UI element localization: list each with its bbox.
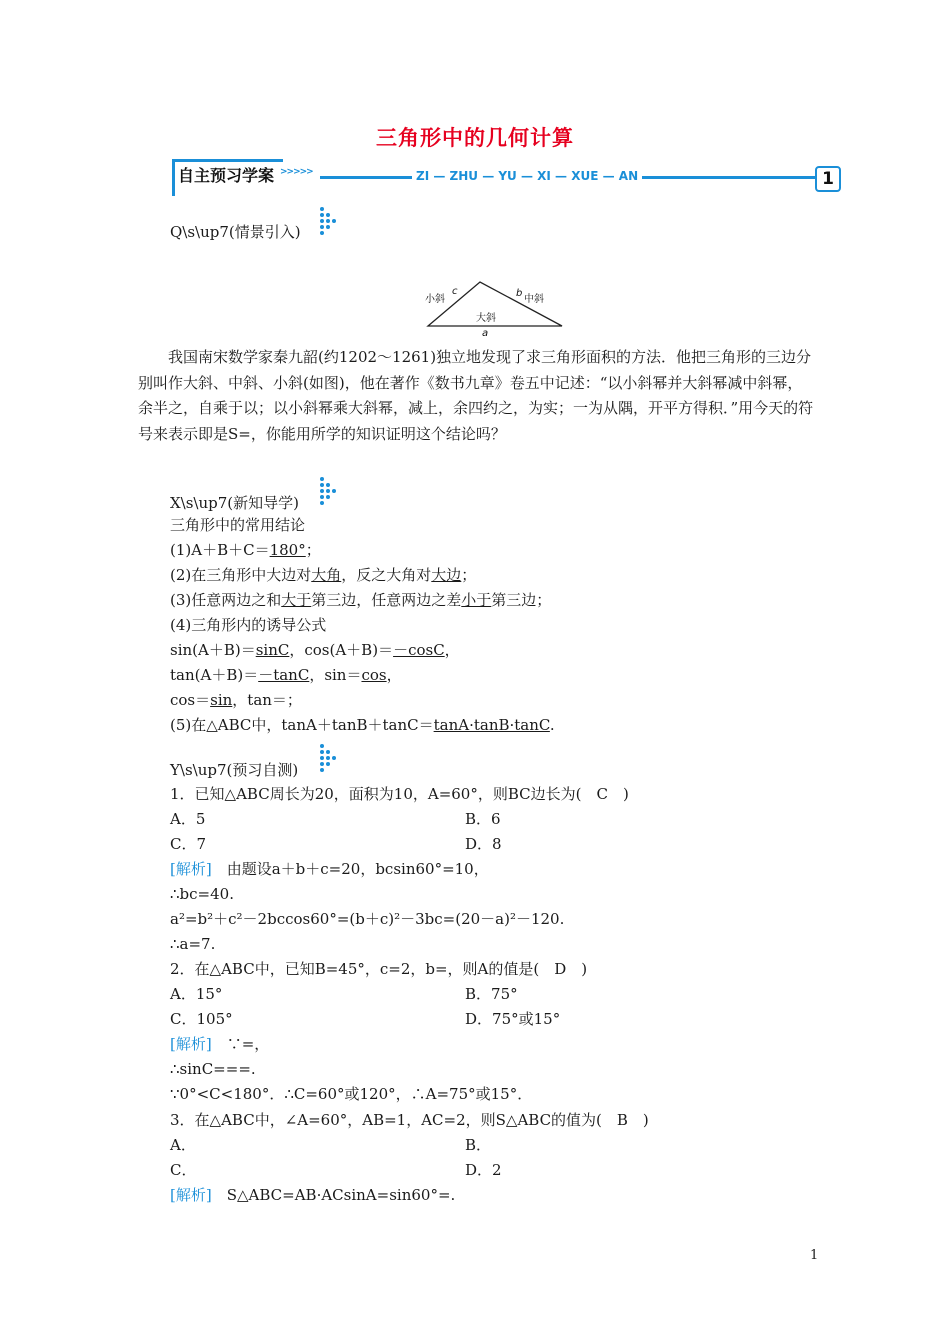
section-heading-q: Q\s\up7(情景引入) (170, 223, 301, 241)
page-number: 1 (810, 1248, 819, 1263)
options-row (170, 834, 502, 854)
triangle-diagram (420, 280, 570, 340)
conclusion-5 (170, 715, 555, 735)
formula-sin-cos (170, 640, 460, 660)
answer: 大角 (311, 566, 342, 584)
answer: －cosC (393, 641, 445, 659)
option-a: A．15° (170, 985, 223, 1003)
answer: tanA·tanB·tanC (433, 716, 550, 734)
analysis-tag: [解析] (170, 1186, 212, 1204)
double-chevron-icon (318, 476, 340, 510)
answer: 180° (269, 541, 306, 559)
answer: 大边 (431, 566, 462, 584)
text: (1)A＋B＋C＝ (170, 541, 270, 559)
answer: sinC (255, 641, 290, 659)
options-row (170, 809, 501, 829)
solution-line: ∴bc=40. (170, 885, 234, 903)
banner-label: 自主预习学案 (178, 166, 275, 185)
label-c: c (452, 286, 458, 297)
question-1: 1．已知△ABC周长为20，面积为10，A=60°，则BC边长为( C ) (170, 785, 629, 803)
text: tan(A＋B)＝ (170, 666, 259, 684)
double-chevron-icon (318, 206, 340, 240)
text: ； (305, 541, 321, 559)
text: 第三边； (491, 591, 552, 609)
option-c: C．7 (170, 835, 207, 853)
text: (2)在三角形中大边对 (170, 566, 312, 584)
text: S△ABC=AB·ACsinA=sin60°=. (211, 1186, 456, 1204)
solution-line (170, 1185, 455, 1205)
options-row (170, 1135, 492, 1155)
text: ，tan＝； (232, 691, 302, 709)
answer: 大于 (281, 591, 312, 609)
text: (3)任意两边之和 (170, 591, 282, 609)
option-d: D．75°或15° (465, 1010, 561, 1028)
text: 由题设a＋b＋c=20，bcsin60°=10， (211, 860, 489, 878)
label-a: a (482, 328, 489, 339)
solution-line (170, 859, 489, 879)
label-middle-slant: 中斜 (524, 294, 544, 305)
section-heading-x: X\s\up7(新知导学) (170, 494, 299, 512)
banner-pinyin: ZI — ZHU — YU — XI — XUE — AN (412, 169, 642, 183)
text: ，cos(A＋B)＝ (289, 641, 394, 659)
text: (5)在△ABC中，tanA＋tanB＋tanC＝ (170, 716, 434, 734)
text: . (549, 716, 555, 734)
subtitle-conclusions: 三角形中的常用结论 (170, 516, 306, 534)
option-d: D．2 (465, 1161, 502, 1179)
conclusion-1 (170, 540, 321, 560)
solution-line: ∴sinC===. (170, 1060, 256, 1078)
formula-cos-tan (170, 690, 302, 710)
text: cos＝ (170, 691, 211, 709)
conclusion-2 (170, 565, 476, 585)
intro-paragraph: 我国南宋数学家秦九韶(约1202～1261)独立地发现了求三角形面积的方法．他把三角形的三边分别叫作大斜、中斜、小斜(如图)，他在著作《数书九章》卷五中记述：“以小斜幂并大斜幂减中斜幂，余半之，自乘于以；以小斜幂乘大斜幂，减上，余四约之，为实；一为从隅，开平方得积．”用今天的符号来表示即是S=，你能用所学的知识证明这个结论吗？ (138, 348, 814, 443)
double-chevron-icon (318, 743, 340, 777)
option-b: B． (465, 1136, 492, 1154)
text: 第三边，任意两边之差 (311, 591, 462, 609)
section-heading-y: Y\s\up7(预习自测) (170, 761, 299, 779)
page-title: 三角形中的几何计算 (376, 126, 574, 150)
conclusion-3 (170, 590, 551, 610)
text: ∵=， (211, 1035, 270, 1053)
option-a: A．5 (170, 810, 206, 828)
label-small-slant: 小斜 (425, 294, 445, 305)
section-banner (172, 157, 842, 199)
question-2: 2．在△ABC中，已知B=45°，c=2，b=，则A的值是( D ) (170, 960, 588, 978)
analysis-tag: [解析] (170, 860, 212, 878)
option-c: C． (170, 1161, 197, 1179)
question-3: 3．在△ABC中，∠A=60°，AB=1，AC=2，则S△ABC的值为( B ) (170, 1111, 649, 1129)
options-row (170, 984, 518, 1004)
solution-line: ∴a=7. (170, 935, 216, 953)
label-b: b (516, 288, 523, 299)
label-large-slant: 大斜 (476, 313, 496, 324)
text: ， (444, 641, 460, 659)
options-row (170, 1009, 561, 1029)
text: ， (386, 666, 402, 684)
text: ，sin＝ (309, 666, 362, 684)
solution-line (170, 1034, 269, 1054)
option-c: C．105° (170, 1010, 233, 1028)
formula-tan-sin (170, 665, 402, 685)
option-d: D．8 (465, 835, 502, 853)
answer: －tanC (258, 666, 310, 684)
solution-line: a²=b²＋c²－2bccos60°=(b＋c)²－3bc=(20－a)²－120. (170, 910, 565, 928)
text: ； (461, 566, 477, 584)
answer: cos (361, 666, 387, 684)
solution-line: ∵0°<C<180°．∴C=60°或120°，∴A=75°或15°． (170, 1085, 533, 1103)
option-b: B．75° (465, 985, 518, 1003)
text: ，反之大角对 (341, 566, 432, 584)
answer: 小于 (461, 591, 492, 609)
conclusion-4: (4)三角形内的诱导公式 (170, 616, 327, 634)
option-b: B．6 (465, 810, 501, 828)
banner-number: 1 (815, 166, 841, 192)
options-row (170, 1160, 502, 1180)
analysis-tag: [解析] (170, 1035, 212, 1053)
answer: sin (210, 691, 233, 709)
option-a: A． (170, 1136, 196, 1154)
text: sin(A＋B)＝ (170, 641, 256, 659)
banner-arrows: >>>>> (280, 167, 313, 177)
